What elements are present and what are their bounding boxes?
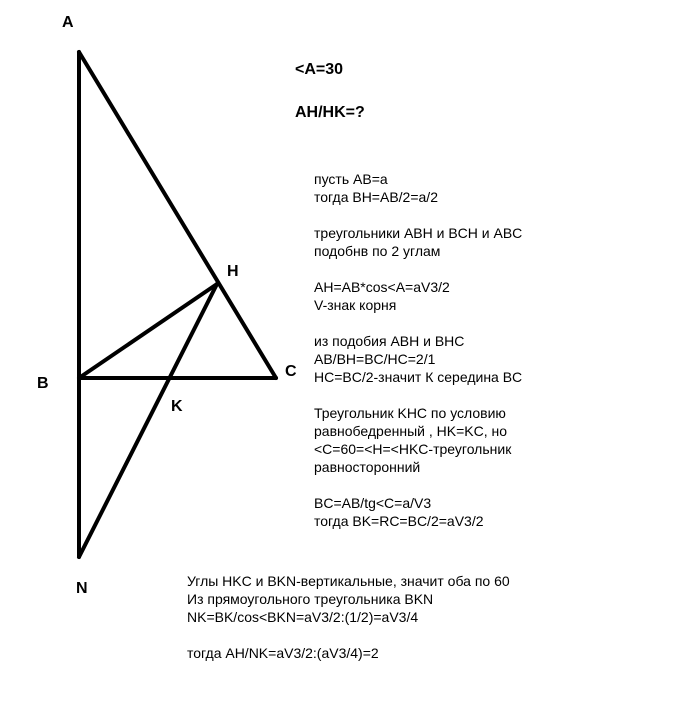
solution-line-13: равносторонний: [314, 459, 421, 475]
given-angle: <A=30: [295, 61, 344, 78]
solution-line-7: из подобия ABH и BHC: [314, 333, 465, 349]
solution-line-11: равнобедренный , HK=KC, но: [314, 423, 507, 439]
conclusion-line-3: NK=BK/cos<BKN=aV3/2:(1/2)=aV3/4: [187, 609, 419, 625]
solution-line-3: треугольники ABH и BCH и ABC: [314, 225, 523, 241]
conclusion-line-4: тогда AH/NK=aV3/2:(aV3/4)=2: [187, 645, 379, 661]
point-label-b: B: [37, 375, 49, 392]
conclusion-line-2: Из прямоугольного треугольника BKN: [187, 591, 434, 607]
solution-line-1: пусть AB=a: [314, 171, 388, 187]
point-label-a: A: [62, 14, 74, 31]
conclusion-line-1: Углы HKC и BKN-вертикальные, значит оба по 60: [187, 573, 510, 589]
solution-line-14: BC=AB/tg<C=a/V3: [314, 495, 432, 511]
solution-line-9: HC=BC/2-значит К середина BC: [314, 369, 523, 385]
solution-line-5: AH=AB*cos<A=aV3/2: [314, 279, 450, 295]
point-label-n: N: [76, 580, 88, 597]
solution-line-15: тогда BK=RC=BC/2=aV3/2: [314, 513, 484, 529]
solution-line-8: AB/BH=BC/HC=2/1: [314, 351, 436, 367]
segment-BH: [79, 284, 217, 378]
segment-AC: [79, 52, 276, 378]
point-label-h: H: [227, 263, 239, 280]
solution-line-12: <C=60=<H=<HKC-треугольник: [314, 441, 512, 457]
solution-line-10: Треугольник KHC по условию: [314, 405, 506, 421]
point-label-k: K: [171, 398, 183, 415]
point-label-c: C: [285, 363, 297, 380]
solution-line-6: V-знак корня: [314, 297, 397, 313]
solution-line-4: подобнв по 2 углам: [314, 243, 441, 259]
question: AH/HK=?: [295, 104, 365, 121]
solution-line-2: тогда BH=AB/2=a/2: [314, 189, 438, 205]
segment-HN: [79, 284, 217, 557]
